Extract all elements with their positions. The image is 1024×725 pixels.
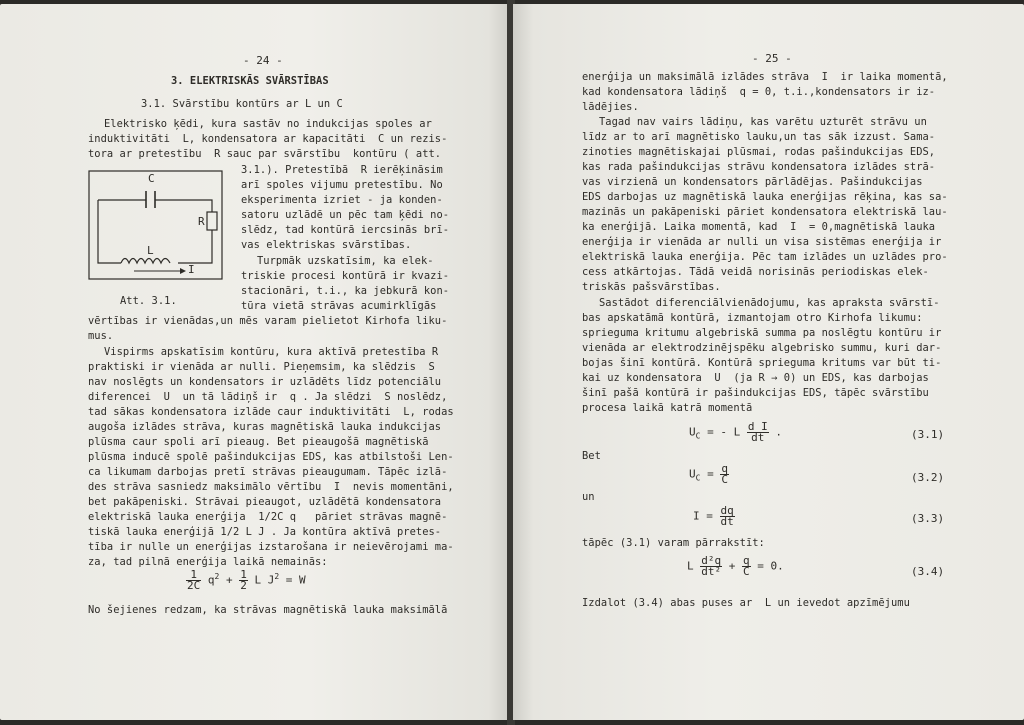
- text-line: kai uz kondensatora U (ja R → 0) un EDS, kas darbojas: [582, 372, 929, 384]
- resistor-label: R: [198, 215, 205, 228]
- fraction: $\frac{\text{d²q}}{\text{dt²}}$: [701, 554, 722, 578]
- text-line: enerģija ir vienāda ar nulli un visa sistēmas enerģija ir: [582, 236, 942, 248]
- left-page: [0, 4, 509, 720]
- right-page: [513, 4, 1024, 720]
- figure-caption: Att. 3.1.: [120, 295, 177, 307]
- text-line: kas rada pašindukcijas strāvu kondensatora izlādes strā-: [582, 161, 936, 173]
- inductor-label: L: [147, 244, 154, 257]
- energy-equation: $\frac{1}{2C}$ $q^2$ + $\frac{1}{2}$ L $J^2 = W$: [187, 568, 306, 592]
- text-line: arī spoles vijumu pretestību. No: [241, 179, 443, 191]
- text-line: Tagad nav vairs lādiņu, kas varētu uzturēt strāvu un: [599, 116, 927, 128]
- text-line: tora ar pretestību R sauc par svārstību kontūru ( att.: [88, 148, 442, 160]
- equation-number: (3.2): [911, 471, 945, 484]
- inductor-coil: [121, 259, 170, 264]
- fraction: $\frac{q}{C}$: [721, 462, 728, 486]
- text-line: cess atkārtojas. Tādā veidā norisinās periodiskas elek-: [582, 266, 929, 278]
- text-line: bet pakāpeniski. Strāvai pieaugot, uzlādētā kondensatora: [88, 496, 442, 508]
- text-line: tība ir nulle un enerģijas izstarošana ir neievērojami ma-: [88, 541, 454, 553]
- text-line: Turpmāk uzskatīsim, ka elek-: [257, 255, 434, 267]
- equation-3-2: $U_C$ = $\frac{q}{C}$: [689, 462, 728, 486]
- fraction: $\frac{\text{d I}}{dt}$: [747, 420, 768, 444]
- text-line: Bet: [582, 450, 601, 462]
- text-line: Sastādot diferenciālvienādojumu, kas apraksta svārstī-: [599, 297, 940, 309]
- resistor-symbol: [207, 212, 217, 230]
- text-line: tiskā lauka enerģijā 1/2 L J . Ja kontūra aktīvā pretes-: [88, 526, 442, 538]
- text-line: diferencei U un tā lādiņš ir q . Ja slēdzi S noslēdz,: [88, 391, 448, 403]
- text-line: plūsma caur spoli arī pieaug. Bet pieaugošā magnētiskā: [88, 436, 429, 448]
- equation-3-4: L $\frac{\text{d²q}}{\text{dt²}}$ + $\frac{q}{C}$ = 0.: [687, 554, 784, 578]
- text-line: triskās pašsvārstības.: [582, 281, 721, 293]
- page-number: - 24 -: [243, 54, 283, 67]
- current-arrow-head: [180, 268, 186, 274]
- text-line: plūsma inducē spolē pašindukcijas EDS, kas atbilstoši Len-: [88, 451, 454, 463]
- text-line: bojas šinī kontūrā. Kontūrā sprieguma kritums var būt ti-: [582, 357, 942, 369]
- text-line: līdz ar to arī magnētisko lauku,un tas sāk izzust. Sama-: [582, 131, 936, 143]
- page-number: - 25 -: [752, 52, 792, 65]
- text-line: bas apskatāmā kontūrā, izmantojam otro Kirhofa likumu:: [582, 312, 923, 324]
- chapter-heading: 3. ELEKTRISKĀS SVĀRSTĪBAS: [171, 75, 329, 87]
- text-line: induktivitāti L, kondensatora ar kapacitāti C un rezis-: [88, 133, 448, 145]
- text-line: tāpēc (3.1) varam pārrakstīt:: [582, 537, 765, 549]
- wire-main: [98, 200, 212, 263]
- text-line: tad sākas kondensatora izlāde caur induktivitāti L, rodas: [88, 406, 454, 418]
- text-line: sprieguma kritumu algebriskā summa pa noslēgtu kontūru ir: [582, 327, 942, 339]
- text-line: EDS darbojas uz magnētiskā lauka enerģijas rēķina, kas sa-: [582, 191, 948, 203]
- current-label: I: [188, 263, 195, 276]
- capacitor-label: C: [148, 172, 155, 185]
- text-line: mazinās un pakāpeniski pāriet kondensatora elektriskā lau-: [582, 206, 948, 218]
- text-line: satoru uzlādē un pēc tam ķēdi no-: [241, 209, 450, 221]
- text-line: augoša izlādes strāva, kuras magnētiskā lauka indukcijas: [88, 421, 442, 433]
- text-line: stacionāri, t.i., ka jebkurā kon-: [241, 285, 450, 297]
- text-line: un: [582, 491, 595, 503]
- text-line: eksperimenta izriet - ja konden-: [241, 194, 443, 206]
- text-line: kad kondensatora lādiņš q = 0, t.i.,kondensators ir iz-: [582, 86, 936, 98]
- equation-3-3: I = $\frac{dq}{dt}$: [693, 504, 734, 528]
- text-line: zinoties magnētiskajai plūsmai, rodas pašindukcijas EDS,: [582, 146, 936, 158]
- text-line: mus.: [88, 330, 114, 342]
- text-line: procesa laikā katrā momentā: [582, 402, 753, 414]
- wire-left: [98, 200, 121, 263]
- text-line: enerģija un maksimālā izlādes strāva I ir laika momentā,: [582, 71, 948, 83]
- text-line: praktiski ir vienāda ar nulli. Pieņemsim, ka slēdzis S: [88, 361, 435, 373]
- text-line: Vispirms apskatīsim kontūru, kura aktīvā pretestība R: [104, 346, 439, 358]
- text-line: No šejienes redzam, ka strāvas magnētiskā lauka maksimālā: [88, 604, 448, 616]
- text-line: vienāda ar elektrodzinējspēku algebrisko summu, kuri dar-: [582, 342, 942, 354]
- fraction: $\frac{dq}{dt}$: [720, 504, 734, 528]
- text-line: elektriskā lauka enerģija 1/2C q pāriet strāvas magnē-: [88, 511, 448, 523]
- text-line: vērtības ir vienādas,un mēs varam pielietot Kirhofa liku-: [88, 315, 448, 327]
- text-line: šinī pašā kontūrā ir pašindukcijas EDS, tāpēc svārstību: [582, 387, 929, 399]
- section-heading: 3.1. Svārstību kontūrs ar L un C: [141, 98, 343, 110]
- text-line: slēdz, tad kontūrā iercsinās brī-: [241, 224, 450, 236]
- text-line: lādējies.: [582, 101, 639, 113]
- text-line: vas virzienā un kondensators pārlādējas. Pašindukcijas: [582, 176, 923, 188]
- text-line: tūra vietā strāvas acumirklīgās: [241, 300, 437, 312]
- fraction: $\frac{1}{2}$: [240, 568, 247, 592]
- text-line: des strāva sasniedz maksimālo vērtību I nevis momentāni,: [88, 481, 454, 493]
- text-line: vas elektriskas svārstības.: [241, 239, 412, 251]
- equation-number: (3.4): [911, 565, 945, 578]
- fraction: $\frac{q}{C}$: [743, 554, 750, 578]
- text-line: triskie procesi kontūrā ir kvazi-: [241, 270, 450, 282]
- text-line: ca likumam darbojas pretī strāvas pieaugumam. Tāpēc izlā-: [88, 466, 448, 478]
- text-line: ka enerģijā. Laika momentā, kad I = 0,magnētiskā lauka: [582, 221, 936, 233]
- text-line: elektriskā lauka enerģija. Pēc tam izlādes un uzlādes pro-: [582, 251, 948, 263]
- text-line: 3.1.). Pretestībā R ierēķināsim: [241, 164, 443, 176]
- fraction: $\frac{1}{2C}$: [187, 568, 201, 592]
- text-line: Izdalot (3.4) abas puses ar L un ievedot apzīmējumu: [582, 597, 910, 609]
- text-line: Elektrisko ķēdi, kura sastāv no indukcijas spoles ar: [104, 118, 432, 130]
- equation-number: (3.1): [911, 428, 945, 441]
- text-line: nav noslēgts un kondensators ir uzlādēts līdz potenciālu: [88, 376, 442, 388]
- equation-number: (3.3): [911, 512, 945, 525]
- text-line: za, tad pilnā enerģija laikā nemainās:: [88, 556, 328, 568]
- equation-3-1: $U_C$ = - L $\frac{\text{d I}}{dt}$ .: [689, 420, 782, 444]
